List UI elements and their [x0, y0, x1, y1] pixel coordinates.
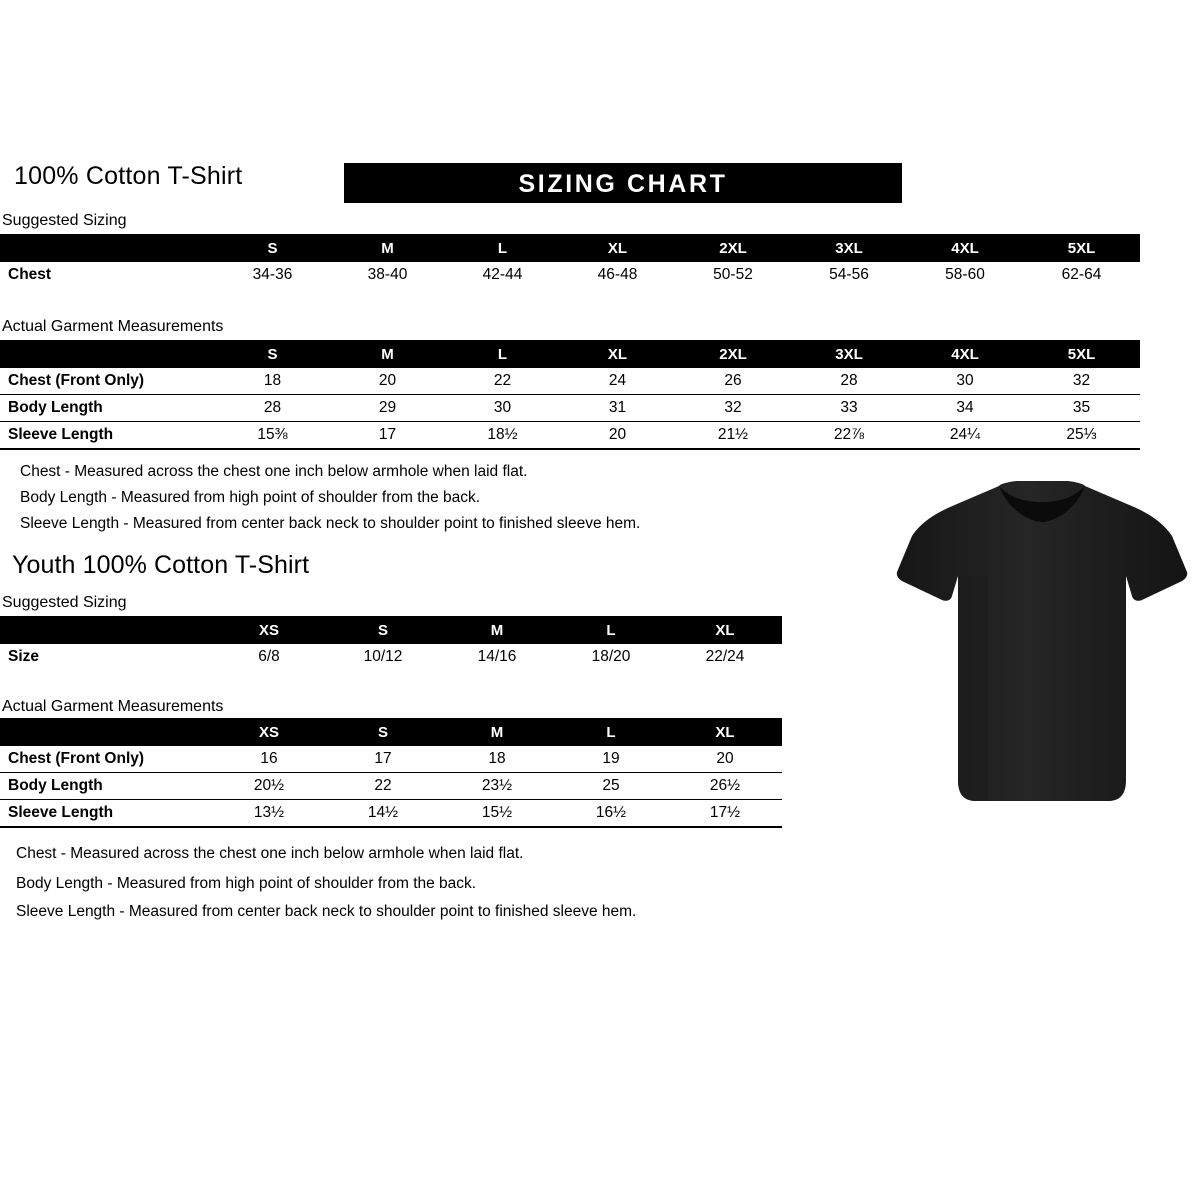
cell: 18: [263, 372, 282, 389]
cell: 25: [602, 777, 620, 794]
cell: 20: [716, 750, 734, 767]
cell: 24¼: [949, 426, 981, 443]
col-header: 2XL: [675, 340, 791, 368]
table-row: [0, 800, 782, 828]
adult-note-chest: Chest - Measured across the chest one inch below armhole when laid flat.: [20, 463, 528, 480]
col-header: [0, 340, 215, 368]
cell: 22⅞: [833, 426, 865, 443]
cell: 28: [840, 372, 858, 389]
table-header-row: [0, 340, 1140, 368]
cell: 22: [493, 372, 512, 389]
adult-suggested-table: [0, 234, 1140, 288]
cell: 22/24: [705, 648, 745, 665]
cell: 46-48: [597, 266, 638, 283]
cell: 18½: [487, 426, 518, 443]
col-header: 3XL: [791, 340, 907, 368]
table-row: [0, 746, 782, 773]
table-row: [0, 644, 782, 670]
cell: 58-60: [945, 266, 985, 283]
tshirt-icon: [896, 480, 1188, 810]
youth-suggested-table: [0, 616, 782, 670]
row-label: Sleeve Length: [8, 804, 114, 821]
row-label: Body Length: [8, 399, 103, 416]
col-header: XL: [560, 234, 675, 262]
cell: 17½: [709, 804, 741, 821]
cell: 13½: [253, 804, 285, 821]
cell: 42-44: [482, 266, 523, 283]
col-header: 3XL: [791, 234, 907, 262]
cell: 25⅓: [1066, 426, 1097, 443]
cell: 30: [493, 399, 512, 416]
table-header-row: [0, 616, 782, 644]
cell: 34: [956, 399, 974, 416]
adult-suggested-label: Suggested Sizing: [2, 212, 127, 229]
cell: 15½: [481, 804, 513, 821]
col-header: L: [554, 718, 668, 746]
cell: 30: [956, 372, 974, 389]
cell: 6/8: [258, 648, 280, 665]
table-row: [0, 395, 1140, 422]
youth-note-body-length: Body Length - Measured from high point of shoulder from the back.: [16, 875, 477, 892]
adult-actual-table: [0, 340, 1140, 450]
col-header: XL: [668, 616, 782, 644]
col-header: M: [440, 616, 554, 644]
youth-suggested-label: Suggested Sizing: [2, 594, 127, 611]
adult-note-body-length: Body Length - Measured from high point of shoulder from the back.: [20, 489, 481, 506]
col-header: S: [215, 340, 330, 368]
col-header: 2XL: [675, 234, 791, 262]
adult-actual-label: Actual Garment Measurements: [2, 318, 224, 335]
row-label: Sleeve Length: [8, 426, 114, 443]
youth-actual-table: [0, 718, 782, 828]
cell: 15⅜: [257, 426, 288, 443]
col-header: S: [215, 234, 330, 262]
col-header: XS: [212, 718, 326, 746]
col-header: L: [445, 340, 560, 368]
col-header: M: [440, 718, 554, 746]
cell: 54-56: [829, 266, 869, 283]
cell: 38-40: [367, 266, 408, 283]
col-header: 5XL: [1023, 340, 1140, 368]
cell: 17: [378, 426, 397, 443]
cell: 22: [374, 777, 392, 794]
cell: 14/16: [477, 648, 517, 665]
table-row: [0, 773, 782, 800]
cell: 32: [724, 399, 742, 416]
sizing-chart-banner-label: SIZING CHART: [518, 170, 728, 198]
col-header: 5XL: [1023, 234, 1140, 262]
cell: 14½: [367, 804, 399, 821]
row-label: Chest (Front Only): [8, 750, 145, 767]
col-header: M: [330, 340, 445, 368]
cell: 20½: [253, 777, 285, 794]
cell: 26: [724, 372, 742, 389]
cell: 20: [608, 426, 627, 443]
cell: 35: [1072, 399, 1091, 416]
cell: 21½: [717, 426, 749, 443]
youth-actual-label: Actual Garment Measurements: [2, 698, 224, 715]
cell: 34-36: [252, 266, 293, 283]
youth-note-chest: Chest - Measured across the chest one inch below armhole when laid flat.: [16, 845, 524, 862]
cell: 20: [378, 372, 397, 389]
cell: 26½: [709, 777, 741, 794]
cell: 10/12: [363, 648, 403, 665]
cell: 50-52: [713, 266, 753, 283]
row-label: Chest (Front Only): [8, 372, 145, 389]
col-header: M: [330, 234, 445, 262]
cell: 29: [378, 399, 397, 416]
cell: 31: [608, 399, 627, 416]
row-label: Size: [8, 648, 40, 665]
col-header: [0, 234, 215, 262]
table-row: [0, 262, 1140, 288]
cell: 62-64: [1061, 266, 1102, 283]
table-row: [0, 368, 1140, 395]
col-header: XS: [212, 616, 326, 644]
table-row: [0, 422, 1140, 450]
cell: 23½: [481, 777, 513, 794]
col-header: L: [554, 616, 668, 644]
col-header: 4XL: [907, 340, 1023, 368]
cell: 17: [374, 750, 392, 767]
adult-note-sleeve-length: Sleeve Length - Measured from center back neck to shoulder point to finished sleeve hem.: [20, 515, 641, 532]
adult-section-title: 100% Cotton T-Shirt: [14, 162, 243, 190]
cell: 18: [488, 750, 506, 767]
table-header-row: [0, 718, 782, 746]
col-header: [0, 718, 212, 746]
col-header: L: [445, 234, 560, 262]
sizing-chart-banner: [344, 163, 902, 203]
youth-note-sleeve-length: Sleeve Length - Measured from center back neck to shoulder point to finished sleeve hem.: [16, 903, 637, 920]
col-header: S: [326, 718, 440, 746]
row-label: Body Length: [8, 777, 103, 794]
row-label: Chest: [8, 266, 52, 283]
cell: 24: [608, 372, 627, 389]
col-header: XL: [668, 718, 782, 746]
cell: 16: [260, 750, 278, 767]
cell: 33: [840, 399, 858, 416]
cell: 32: [1072, 372, 1091, 389]
youth-section-title: Youth 100% Cotton T-Shirt: [12, 551, 310, 579]
col-header: 4XL: [907, 234, 1023, 262]
cell: 19: [602, 750, 620, 767]
cell: 18/20: [591, 648, 631, 665]
col-header: XL: [560, 340, 675, 368]
cell: 28: [263, 399, 282, 416]
col-header: S: [326, 616, 440, 644]
cell: 16½: [595, 804, 627, 821]
col-header: [0, 616, 212, 644]
table-header-row: [0, 234, 1140, 262]
